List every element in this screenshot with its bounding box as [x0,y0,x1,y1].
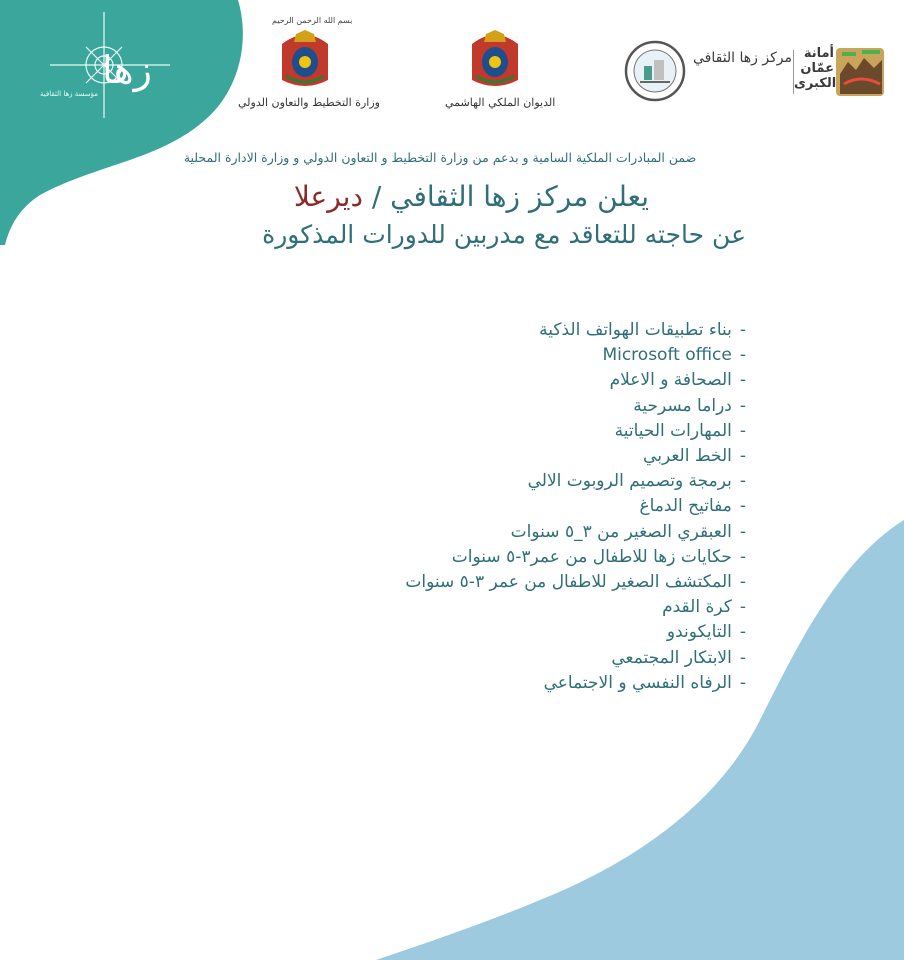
course-label: الابتكار المجتمعي [611,647,732,668]
course-item [405,368,746,393]
bullet-dash: - [739,572,746,593]
course-item [405,620,746,645]
course-label: حكايات زها للاطفال من عمر٣-٥ سنوات [451,546,732,567]
course-item [405,469,746,494]
bullet-dash: - [739,345,746,366]
course-label: المكتشف الصغير للاطفال من عمر ٣-٥ سنوات [405,572,732,593]
course-item [405,318,746,343]
course-label: الخط العربي [643,446,732,467]
bullet-dash: - [739,446,746,467]
heading-place: ديرعلا [293,180,363,213]
royal-court-caption: الديوان الملكي الهاشمي [445,96,556,109]
announcement-subheading: عن حاجته للتعاقد مع مدربين للدورات المذكورة [262,220,746,249]
bullet-dash: - [739,420,746,441]
bullet-dash: - [739,395,746,416]
amman-zaha-logo [692,44,886,100]
course-label: برمجة وتصميم الروبوت الالي [527,471,732,492]
course-label: الصحافة و الاعلام [609,370,732,391]
ministry-basmala: بسم الله الرحمن الرحيم [272,16,353,25]
course-item [405,419,746,444]
course-item [405,545,746,570]
course-item [405,343,746,368]
bullet-dash: - [739,672,746,693]
course-item [405,570,746,595]
course-item [405,520,746,545]
course-list [405,318,746,696]
zaha-logo-caption: مؤسسة زها الثقافية [40,90,98,98]
course-item [405,595,746,620]
course-label: العبقري الصغير من ٣_٥ سنوات [510,521,732,542]
bullet-dash: - [739,496,746,517]
amanah-name: أمانة عمّان الكبرى [794,46,837,91]
initiative-line: ضمن المبادرات الملكية السامية و بدعم من وزارة التخطيط و التعاون الدولي و وزارة الادارة المحلية [183,150,697,165]
course-item [405,494,746,519]
course-label: كرة القدم [662,597,732,618]
local-administration-seal-icon [624,40,686,102]
bullet-dash: - [739,647,746,668]
amman-city-icon [836,44,886,100]
bullet-dash: - [739,471,746,492]
ministry-crest-icon [276,30,334,92]
bullet-dash: - [739,546,746,567]
zaha-logo [20,10,180,120]
zaha-logo-word: زها [102,48,152,92]
course-item [405,394,746,419]
course-item [405,671,746,696]
course-label: بناء تطبيقات الهواتف الذكية [539,320,732,340]
zaha-center-name: مركز زها الثقافي [692,50,792,66]
course-item [405,646,746,671]
course-label: التايكوندو [666,622,732,643]
course-label: Microsoft office [602,345,732,366]
course-label: المهارات الحياتية [614,420,732,441]
course-label: مفاتيح الدماغ [639,496,732,517]
course-label: الرفاه النفسي و الاجتماعي [543,672,732,693]
course-label: دراما مسرحية [633,395,732,416]
heading-prefix: يعلن مركز زها الثقافي / [371,180,649,213]
royal-court-crest-icon [466,30,524,92]
announcement-heading [294,180,649,213]
bullet-dash: - [739,622,746,643]
bullet-dash: - [739,370,746,391]
bullet-dash: - [739,597,746,618]
bullet-dash: - [739,521,746,542]
course-item [405,444,746,469]
compass-star-icon [20,10,180,120]
ministry-caption: وزارة التخطيط والتعاون الدولي [238,96,380,109]
bullet-dash: - [739,320,746,340]
